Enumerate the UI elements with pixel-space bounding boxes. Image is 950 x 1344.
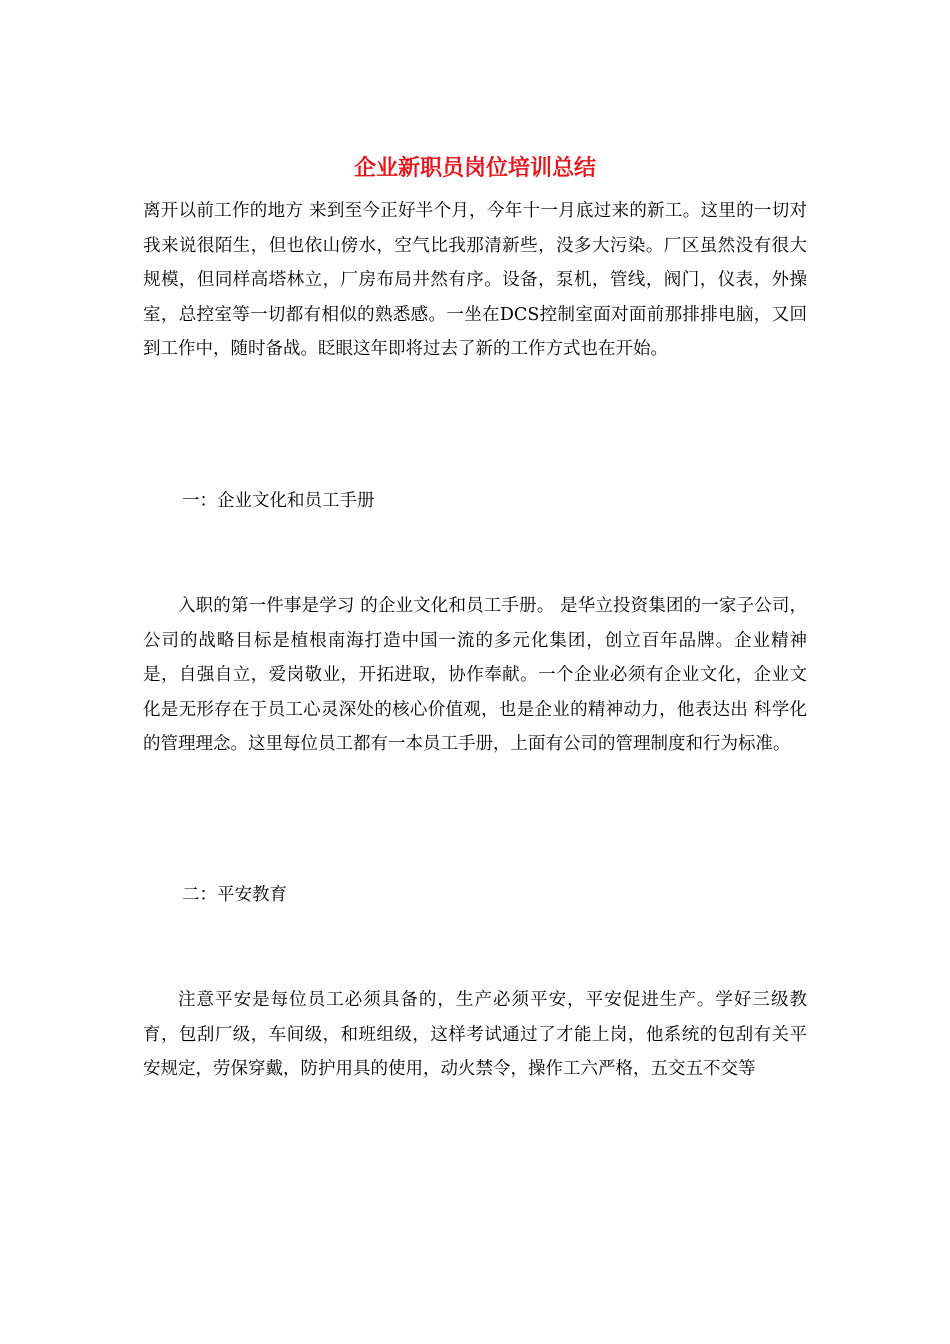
section-heading-1: 一：企业文化和员工手册	[182, 491, 375, 511]
section-heading-2: 二：平安教育	[182, 885, 287, 905]
section-body-1: 入职的第一件事是学习 的企业文化和员工手册。 是华立投资集团的一家子公司，公司的战略目标是植根南海打造中国一流的多元化集团，创立百年品牌。企业精神是，自强自立，爱岗敬业，开拓进取，协作奉献。一个企业必须有企业文化，企业文化是无形存在于员工心灵深处的核心价值观，也是企业的精神动力，他表达出 科学化的管理理念。这里每位员工都有一本员工手册，上面有公司的管理制度和行为标准。	[143, 596, 807, 754]
section-body-2: 注意平安是每位员工必须具备的，生产必须平安，平安促进生产。学好三级教育，包刮厂级，车间级，和班组级，这样考试通过了才能上岗，他系统的包刮有关平安规定，劳保穿戴，防护用具的使用，动火禁令，操作工六严格，五交五不交等	[143, 990, 807, 1079]
intro-paragraph: 离开以前工作的地方 来到至今正好半个月，今年十一月底过来的新工。这里的一切对我来说很陌生，但也依山傍水，空气比我那清新些，没多大污染。厂区虽然没有很大规模，但同样高塔林立，厂房布局井然有序。设备，泵机，管线，阀门，仪表，外操室，总控室等一切都有相似的熟悉感。一坐在DCS控制室面对面前那排排电脑，又回到工作中，随时备战。眨眼这年即将过去了新的工作方式也在开始。	[143, 201, 807, 359]
document-title: 企业新职员岗位培训总结	[353, 155, 596, 181]
